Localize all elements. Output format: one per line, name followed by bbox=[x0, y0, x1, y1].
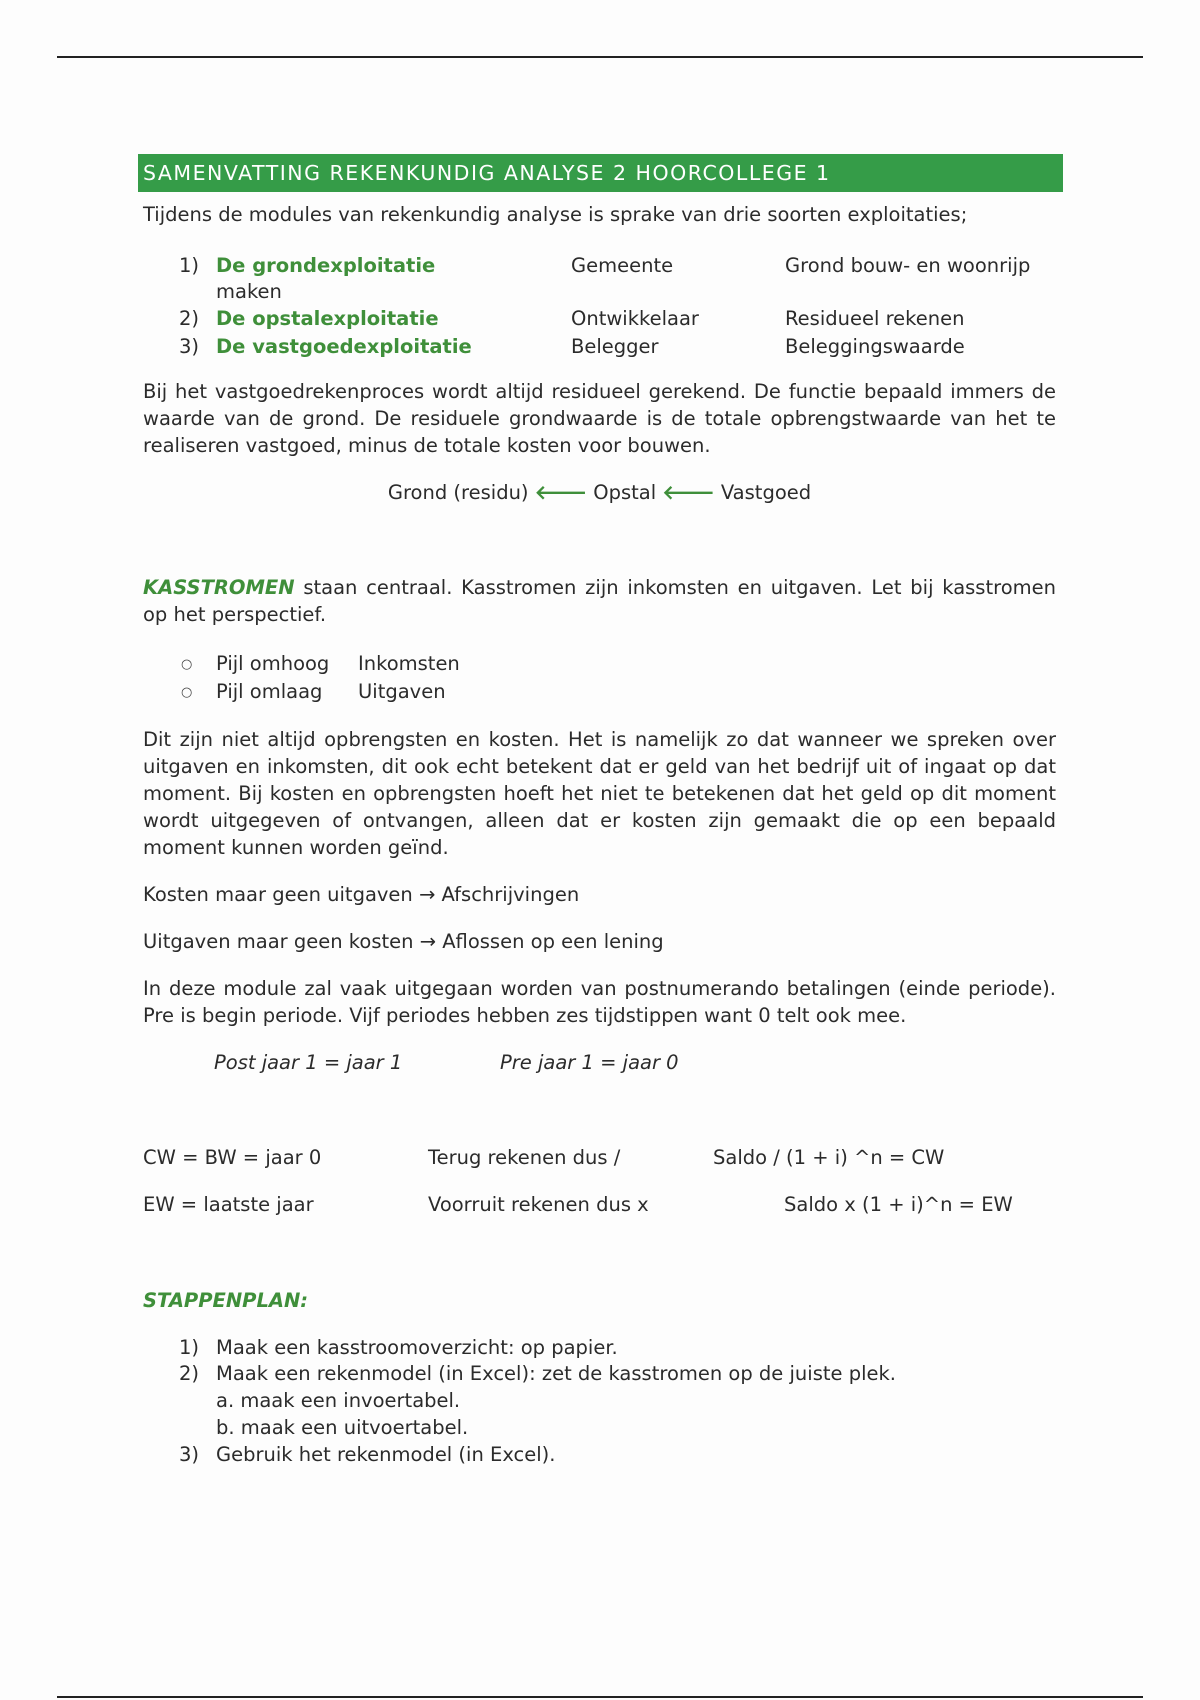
exploitaties-list bbox=[143, 252, 1056, 356]
circle-bullet-icon: ○ bbox=[181, 657, 193, 672]
kasstromen-heading: KASSTROMEN bbox=[143, 576, 295, 599]
pre-formula: Pre jaar 1 = jaar 0 bbox=[500, 1051, 679, 1074]
exploitatie-party: Belegger bbox=[571, 335, 659, 358]
formula-row bbox=[143, 1191, 1056, 1218]
formula-direction: Terug rekenen dus / bbox=[428, 1146, 621, 1169]
step-text: Maak een rekenmodel (in Excel): zet de kasstromen op de juiste plek. bbox=[216, 1362, 896, 1385]
exploitatie-party: Ontwikkelaar bbox=[571, 307, 699, 330]
list-item bbox=[143, 252, 1056, 279]
formula-row bbox=[143, 1144, 1056, 1171]
kasstromen-paragraph bbox=[143, 574, 1056, 628]
header-rule bbox=[57, 56, 1143, 58]
list-number: 2) bbox=[179, 1362, 200, 1385]
list-item bbox=[143, 305, 1056, 332]
kosten-line: Kosten maar geen uitgaven → Afschrijvingen bbox=[143, 883, 580, 906]
formula-table bbox=[143, 1144, 1056, 1219]
step-text: Maak een kasstroomoverzicht: op papier. bbox=[216, 1336, 618, 1359]
bullet-value: Uitgaven bbox=[358, 680, 446, 703]
formula-direction: Voorruit rekenen dus x bbox=[428, 1193, 649, 1216]
bullet-value: Inkomsten bbox=[358, 652, 460, 675]
bullet-label: Pijl omhoog bbox=[216, 652, 330, 675]
kasstromen-text: staan centraal. Kasstromen zijn inkomsten en uitgaven. Let bij kasstromen op het perspectief. bbox=[143, 576, 1056, 626]
exploitatie-name: De opstalexploitatie bbox=[216, 307, 439, 330]
flow-line bbox=[143, 479, 1056, 506]
circle-bullet-icon: ○ bbox=[181, 685, 193, 700]
substep-text: b. maak een uitvoertabel. bbox=[216, 1416, 469, 1439]
post-pre-line bbox=[143, 1049, 1056, 1076]
left-arrow-icon: 🡐 bbox=[534, 481, 588, 504]
formula-term: EW = laatste jaar bbox=[143, 1193, 314, 1216]
stappenplan-list bbox=[143, 1334, 1056, 1469]
intro-text: Tijdens de modules van rekenkundig analyse is sprake van drie soorten exploitaties; bbox=[143, 203, 968, 226]
formula-equation: Saldo / (1 + i) ^n = CW bbox=[713, 1146, 945, 1169]
exploitatie-note: Grond bouw- en woonrijp bbox=[785, 254, 1031, 277]
uitgaven-line: Uitgaven maar geen kosten → Aflossen op een lening bbox=[143, 930, 664, 953]
exploitatie-note: Beleggingswaarde bbox=[785, 335, 965, 358]
list-item-continuation bbox=[143, 278, 1056, 305]
list-item bbox=[143, 650, 543, 677]
document-page bbox=[143, 154, 1056, 1469]
list-number: 3) bbox=[179, 335, 200, 358]
step-text: Gebruik het rekenmodel (in Excel). bbox=[216, 1443, 556, 1466]
flow-opstal: Opstal bbox=[593, 481, 657, 504]
list-number: 1) bbox=[179, 1336, 200, 1359]
formula-term: CW = BW = jaar 0 bbox=[143, 1146, 322, 1169]
exploitatie-party: Gemeente bbox=[571, 254, 674, 277]
list-item bbox=[143, 333, 1056, 360]
title-banner bbox=[138, 154, 1063, 192]
list-item bbox=[143, 1334, 1056, 1361]
exploitatie-note: Residueel rekenen bbox=[785, 307, 965, 330]
kasstromen-bullets bbox=[143, 650, 1056, 706]
flow-vastgoed: Vastgoed bbox=[720, 481, 812, 504]
list-item bbox=[143, 678, 543, 705]
list-number: 1) bbox=[179, 254, 200, 277]
list-item bbox=[143, 1360, 1056, 1387]
list-item bbox=[143, 1441, 1056, 1468]
post-formula: Post jaar 1 = jaar 1 bbox=[214, 1051, 403, 1074]
formula-equation: Saldo x (1 + i)^n = EW bbox=[784, 1193, 1013, 1216]
verschil-paragraph: Dit zijn niet altijd opbrengsten en kosten. Het is namelijk zo dat wanneer we spreken over uitgaven en inkomsten, dit ook echt betekent dat er geld van het bedrijf uit of ingaat op dat moment. Bij kosten en opbrengsten hoeft het niet te betekenen dat het geld op dit moment wordt uitgegeven of ontvangen, alleen dat er kosten zijn gemaakt die op een bepaald moment kunnen worden geïnd. bbox=[143, 728, 1056, 859]
bullet-label: Pijl omlaag bbox=[216, 680, 323, 703]
list-number: 3) bbox=[179, 1443, 200, 1466]
list-item bbox=[143, 1414, 1056, 1441]
list-item bbox=[143, 1387, 1056, 1414]
substep-text: a. maak een invoertabel. bbox=[216, 1389, 461, 1412]
footer-rule bbox=[57, 1696, 1143, 1698]
exploitatie-name: De grondexploitatie bbox=[216, 254, 436, 277]
page-title: SAMENVATTING REKENKUNDIG ANALYSE 2 HOORCOLLEGE 1 bbox=[143, 161, 831, 185]
stappenplan-heading: STAPPENPLAN: bbox=[143, 1289, 309, 1312]
flow-grond: Grond (residu) bbox=[387, 481, 529, 504]
list-number: 2) bbox=[179, 307, 200, 330]
exploitatie-name: De vastgoedexploitatie bbox=[216, 335, 472, 358]
left-arrow-icon: 🡐 bbox=[662, 481, 715, 504]
exploitatie-note-cont: maken bbox=[216, 280, 282, 303]
residueel-paragraph: Bij het vastgoedrekenproces wordt altijd residueel gerekend. De functie bepaald immers de waarde van de grond. De residuele grondwaarde is de totale opbrengstwaarde van het te realiseren vastgoed, minus de totale kosten voor bouwen. bbox=[143, 380, 1056, 457]
postnumerando-paragraph: In deze module zal vaak uitgegaan worden van postnumerando betalingen (einde periode). Pre is begin periode. Vijf periodes hebben zes tijdstippen want 0 telt ook mee. bbox=[143, 977, 1056, 1027]
